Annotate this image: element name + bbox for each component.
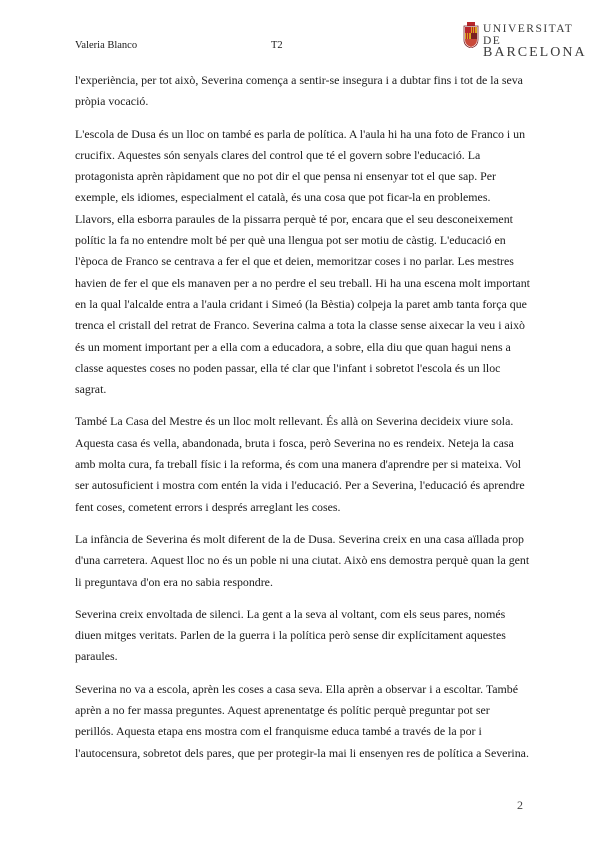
- paragraph: L'escola de Dusa és un lloc on també es parla de política. A l'aula hi ha una foto de Franco i un crucifix. Aquestes són senyals clares del control que té el govern sobre l'educació. La protagonista aprèn ràpidament que no pot dir el que pensa ni ensenyar tot el que sap. Per exemple, els idiomes, especialment el català, és una cosa que pot ficar-la en problemes. Llavors, ella esborra paraules de la pissarra perquè té por, encara que el seu desconeixement polític la fa no entendre molt bé per què una llengua pot ser motiu de càstig. L'educació en l'època de Franco se centrava a fer el que et deien, memoritzar coses i no parlar. Les mestres havien de fer el que els manaven per a no perdre el seu treball. Hi ha una escena molt important en la qual l'alcalde entra a l'aula cridant i Simeó (la Bèstia) colpeja la paret amb tanta força que trenca el cristall del retrat de Franco. Severina calma a tota la classe sense aixecar la veu i això és un moment important per a ella com a educadora, a sobre, ella diu que quan hagui nens a classe aquestes coses no poden passar, ella té clar que l'infant i sobretot l'escola és un lloc sagrat.: [75, 126, 530, 397]
- logo-line-1: UNIVERSITAT DE: [483, 23, 574, 47]
- paragraph: l'experiència, per tot això, Severina comença a sentir-se insegura i a dubtar fins i tot de la seva pròpia vocació.: [75, 73, 523, 109]
- paragraph: Severina creix envoltada de silenci. La gent a la seva al voltant, com els seus pares, només diuen mitges veritats. Parlen de la guerra i la política però sense dir explícitament aquestes paraules.: [75, 606, 506, 664]
- header-title: T2: [271, 40, 283, 51]
- paragraph: La infància de Severina és molt diferent de la de Dusa. Severina creix en una casa aïllada prop d'una carretera. Aquest lloc no és un poble ni una ciutat. Això ens demostra perquè quan la gent li preguntava d'on era no sabia respondre.: [75, 531, 530, 589]
- document-body: [75, 70, 530, 775]
- header-author: Valeria Blanco: [75, 40, 138, 51]
- logo-wordmark: [483, 23, 587, 59]
- paragraph: Severina no va a escola, aprèn les coses a casa seva. Ella aprèn a observar i a escoltar. També aprèn a no fer massa preguntes. Aquest aprenentatge és polític perquè preguntar pot ser perillós. Aquesta etapa ens mostra com el franquisme educa també a través de la por i l'autocensura, sobretot dels pares, que per protegir-la mai li ensenyen res de política a Severina.: [75, 681, 529, 760]
- logo-line-2: BARCELONA: [483, 45, 587, 60]
- page-header: [75, 23, 587, 66]
- shield-icon: [463, 22, 479, 48]
- university-logo: [463, 22, 587, 60]
- page-number: 2: [517, 798, 523, 812]
- paragraph: També La Casa del Mestre és un lloc molt rellevant. És allà on Severina decideix viure sola. Aquesta casa és vella, abandonada, bruta i fosca, però Severina no es rendeix. Neteja la casa amb molta cura, fa treball físic i la reforma, és com una manera d'aprendre per si mateixa. Vol ser autosuficient i mostra com entén la vida i l'educació. Per a Severina, l'educació és aprendre fent coses, cometent errors i després arreglant les coses.: [75, 414, 525, 514]
